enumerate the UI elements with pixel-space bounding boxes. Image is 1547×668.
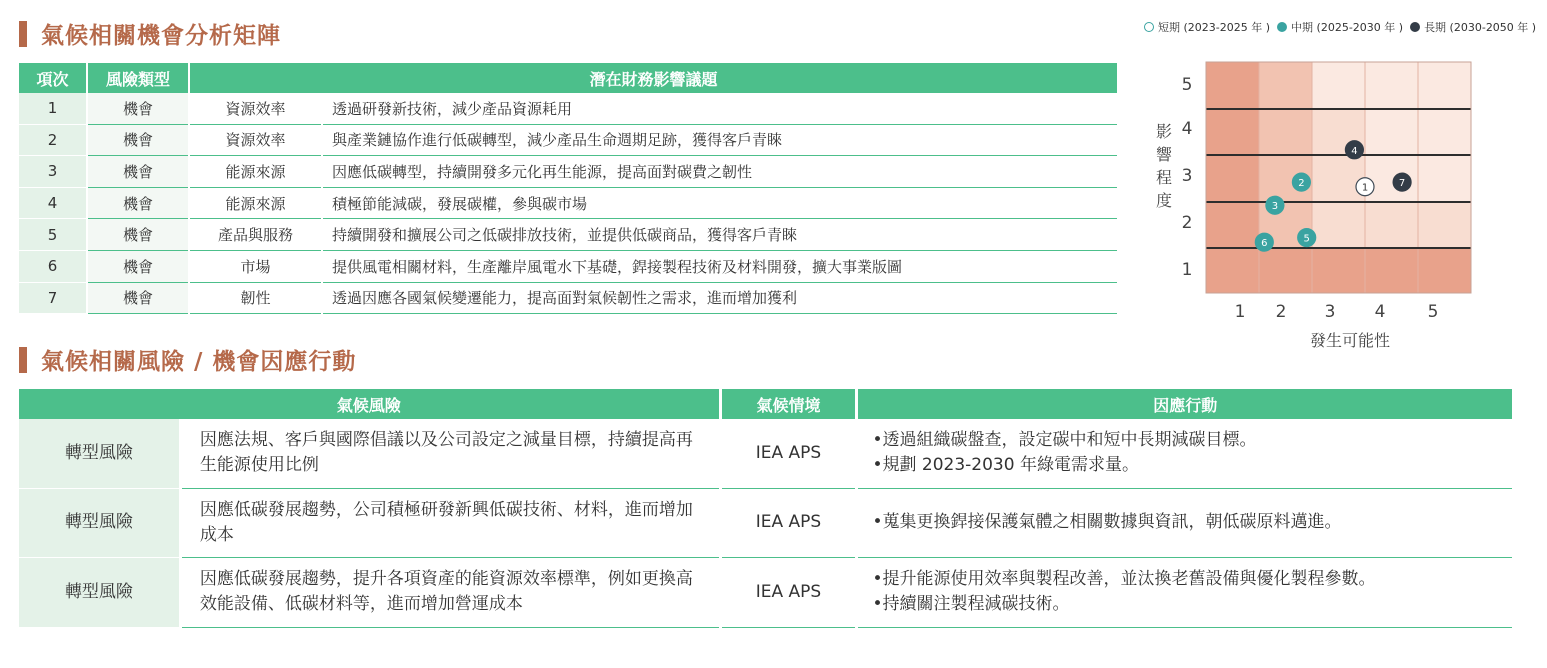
row-issue: 與產業鏈協作進行低碳轉型，減少產品生命週期足跡，獲得客戶青睞	[323, 125, 1117, 157]
row-issue: 因應低碳轉型，持續開發多元化再生能源，提高面對碳費之韌性	[323, 156, 1117, 188]
row-number: 6	[19, 251, 86, 283]
header-climate-risk: 氣候風險	[19, 389, 719, 419]
x-axis-label: 發生可能性	[1309, 331, 1391, 350]
x-tick-label: 2	[1275, 302, 1287, 322]
heat-cell	[1418, 62, 1471, 109]
y-tick-label: 2	[1181, 213, 1193, 233]
row-category: 資源效率	[190, 125, 321, 157]
heat-cell	[1259, 248, 1312, 293]
header-type: 風險類型	[88, 63, 188, 93]
row-scenario: IEA APS	[722, 558, 856, 628]
data-point-label: 1	[1361, 182, 1369, 194]
table-row	[19, 489, 1515, 559]
section-title-text: 氣候相關風險 / 機會因應行動	[41, 349, 357, 375]
row-risk-type: 機會	[88, 219, 188, 251]
table-row	[19, 419, 1515, 489]
row-issue: 透過因應各國氣候變遷能力，提高面對氣候韌性之需求，進而增加獲利	[323, 283, 1117, 315]
heat-cell	[1418, 109, 1471, 155]
legend-item	[1410, 19, 1536, 35]
heat-cell	[1365, 248, 1418, 293]
data-point-label: 3	[1271, 201, 1279, 213]
row-category: 能源來源	[190, 156, 321, 188]
row-number: 1	[19, 93, 86, 125]
row-scenario: IEA APS	[722, 419, 856, 489]
heat-cell	[1418, 202, 1471, 248]
data-point-label: 6	[1261, 238, 1268, 250]
row-risk-type: 機會	[88, 156, 188, 188]
action-item: •規劃 2023-2030 年綠電需求量。	[872, 455, 1139, 476]
header-no: 項次	[19, 63, 86, 93]
row-issue: 提供風電相關材料，生產離岸風電水下基礎，銲接製程技術及材料開發，擴大事業版圖	[323, 251, 1117, 283]
table-row	[19, 283, 1119, 315]
legend-label: 中期 (2025-2030 年 )	[1291, 21, 1404, 34]
opportunity-table	[19, 63, 1119, 314]
risk-response-table	[19, 389, 1515, 628]
row-risk-type: 機會	[88, 125, 188, 157]
row-actions	[858, 489, 1512, 559]
row-category: 能源來源	[190, 188, 321, 220]
y-tick-label: 1	[1181, 260, 1193, 280]
heat-cell	[1365, 202, 1418, 248]
x-tick-label: 3	[1324, 302, 1336, 322]
row-scenario: IEA APS	[722, 489, 856, 559]
table-row	[19, 188, 1119, 220]
row-category: 韌性	[190, 283, 321, 315]
row-risk-description: 因應低碳發展趨勢，提升各項資產的能資源效率標準，例如更換高效能設備、低碳材料等，進而增加營運成本	[182, 558, 719, 628]
heat-cell	[1312, 155, 1365, 202]
opportunity-matrix-chart	[1140, 55, 1520, 355]
x-tick-label: 4	[1374, 302, 1386, 322]
row-number: 7	[19, 283, 86, 315]
row-actions	[858, 558, 1512, 628]
data-point-label: 7	[1398, 178, 1406, 190]
heat-cell	[1365, 109, 1418, 155]
row-number: 4	[19, 188, 86, 220]
table-row	[19, 93, 1119, 125]
y-tick-label: 3	[1181, 166, 1193, 186]
row-risk-description: 因應法規、客戶與國際倡議以及公司設定之減量目標，持續提高再生能源使用比例	[182, 419, 719, 489]
section-title-text: 氣候相關機會分析矩陣	[41, 23, 281, 49]
legend-item	[1144, 19, 1270, 35]
table-row	[19, 219, 1119, 251]
row-number: 2	[19, 125, 86, 157]
row-risk-category: 轉型風險	[19, 419, 179, 489]
row-risk-category: 轉型風險	[19, 489, 179, 559]
table-row	[19, 558, 1515, 628]
row-issue: 透過研發新技術，減少產品資源耗用	[323, 93, 1117, 125]
row-risk-type: 機會	[88, 93, 188, 125]
heat-cell	[1418, 155, 1471, 202]
table-row	[19, 125, 1119, 157]
x-tick-label: 5	[1427, 302, 1439, 322]
row-actions	[858, 419, 1512, 489]
table-row	[19, 156, 1119, 188]
row-risk-type: 機會	[88, 188, 188, 220]
heat-cell	[1365, 62, 1418, 109]
heat-cell	[1206, 109, 1259, 155]
section-title-opportunity-matrix	[19, 17, 281, 50]
row-category: 產品與服務	[190, 219, 321, 251]
legend-label: 長期 (2030-2050 年 )	[1424, 21, 1537, 34]
legend-dot-icon	[1144, 22, 1154, 32]
action-item: •蒐集更換銲接保護氣體之相關數據與資訊，朝低碳原料邁進。	[872, 512, 1342, 533]
header-actions: 因應行動	[858, 389, 1512, 419]
legend-dot-icon	[1410, 22, 1420, 32]
row-number: 5	[19, 219, 86, 251]
heat-cell	[1418, 248, 1471, 293]
legend-dot-icon	[1277, 22, 1287, 32]
row-risk-description: 因應低碳發展趨勢，公司積極研發新興低碳技術、材料，進而增加成本	[182, 489, 719, 559]
section-title-response-actions	[19, 343, 356, 376]
data-point-label: 5	[1303, 233, 1310, 245]
heat-cell	[1312, 248, 1365, 293]
heat-cell	[1259, 62, 1312, 109]
data-point-label: 4	[1351, 145, 1358, 157]
title-accent-bar	[19, 347, 27, 373]
data-point-label: 2	[1298, 178, 1305, 190]
action-item: •提升能源使用效率與製程改善，並汰換老舊設備與優化製程參數。	[872, 569, 1376, 590]
table-header	[19, 63, 1119, 93]
row-issue: 持續開發和擴展公司之低碳排放技術，並提供低碳商品，獲得客戶青睞	[323, 219, 1117, 251]
heat-cell	[1206, 62, 1259, 109]
action-item: •透過組織碳盤查，設定碳中和短中長期減碳目標。	[872, 430, 1257, 451]
heat-cell	[1259, 109, 1312, 155]
heat-cell	[1312, 202, 1365, 248]
row-risk-type: 機會	[88, 283, 188, 315]
action-item: •持續關注製程減碳技術。	[872, 594, 1070, 615]
header-scenario: 氣候情境	[722, 389, 856, 419]
row-issue: 積極節能減碳，發展碳權，參與碳市場	[323, 188, 1117, 220]
heat-cell	[1312, 62, 1365, 109]
heat-cell	[1206, 202, 1259, 248]
y-axis-label: 影響程度	[1155, 122, 1173, 210]
heat-cell	[1206, 155, 1259, 202]
row-number: 3	[19, 156, 86, 188]
table-header	[19, 389, 1515, 419]
table-row	[19, 251, 1119, 283]
y-tick-label: 5	[1181, 75, 1193, 95]
row-category: 資源效率	[190, 93, 321, 125]
legend-item	[1277, 19, 1403, 35]
header-issue: 潛在財務影響議題	[190, 63, 1117, 93]
legend-label: 短期 (2023-2025 年 )	[1158, 21, 1271, 34]
title-accent-bar	[19, 21, 27, 47]
row-risk-type: 機會	[88, 251, 188, 283]
y-tick-label: 4	[1181, 119, 1193, 139]
row-risk-category: 轉型風險	[19, 558, 179, 628]
heat-cell	[1206, 248, 1259, 293]
row-category: 市場	[190, 251, 321, 283]
x-tick-label: 1	[1234, 302, 1246, 322]
chart-legend	[1144, 19, 1543, 35]
